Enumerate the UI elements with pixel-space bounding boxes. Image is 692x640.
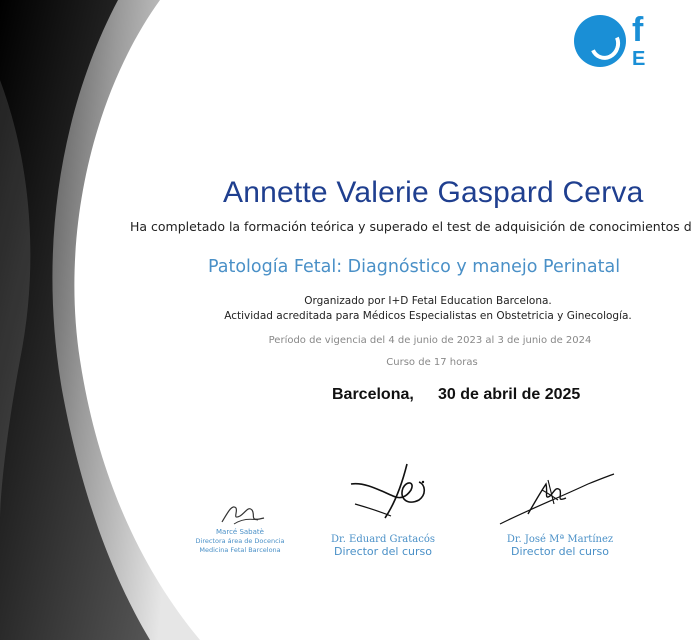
course-title: Patología Fetal: Diagnóstico y manejo Perinatal [208, 257, 621, 277]
issue-date: 30 de abril de 2025 [438, 386, 581, 403]
organizer-line: Organizado por I+D Fetal Education Barcelona. [304, 295, 552, 307]
signature-name-1: Marcé Sabatè [216, 528, 264, 536]
signature-role-3: Director del curso [511, 545, 609, 558]
signature-role-1a: Directora área de Docencia [195, 537, 285, 545]
course-hours: Curso de 17 horas [386, 357, 478, 368]
institution-logo [574, 11, 646, 70]
signature-name-2: Dr. Eduard Gratacós [331, 534, 435, 545]
signature-martinez-image [498, 470, 616, 528]
logo-subtext: E [632, 48, 646, 70]
logo-mark-icon [574, 15, 626, 67]
completion-statement: Ha completado la formación teórica y superado el test de adquisición de conocimientos d [130, 219, 692, 234]
signature-role-2: Director del curso [334, 545, 432, 558]
signature-sabate-image [218, 498, 270, 528]
signature-role-1b: Medicina Fetal Barcelona [199, 546, 281, 554]
recipient-name: Annette Valerie Gaspard Cerva [223, 176, 644, 209]
logo-text: f [632, 11, 644, 49]
signature-name-3: Dr. José Mª Martínez [506, 534, 614, 545]
signature-gratacos-image [345, 460, 435, 524]
accreditation-line: Actividad acreditada para Médicos Especialistas en Obstetricia y Ginecología. [224, 310, 632, 322]
issue-place: Barcelona, [332, 386, 414, 403]
validity-period: Período de vigencia del 4 de junio de 2023 al 3 de junio de 2024 [268, 335, 592, 346]
